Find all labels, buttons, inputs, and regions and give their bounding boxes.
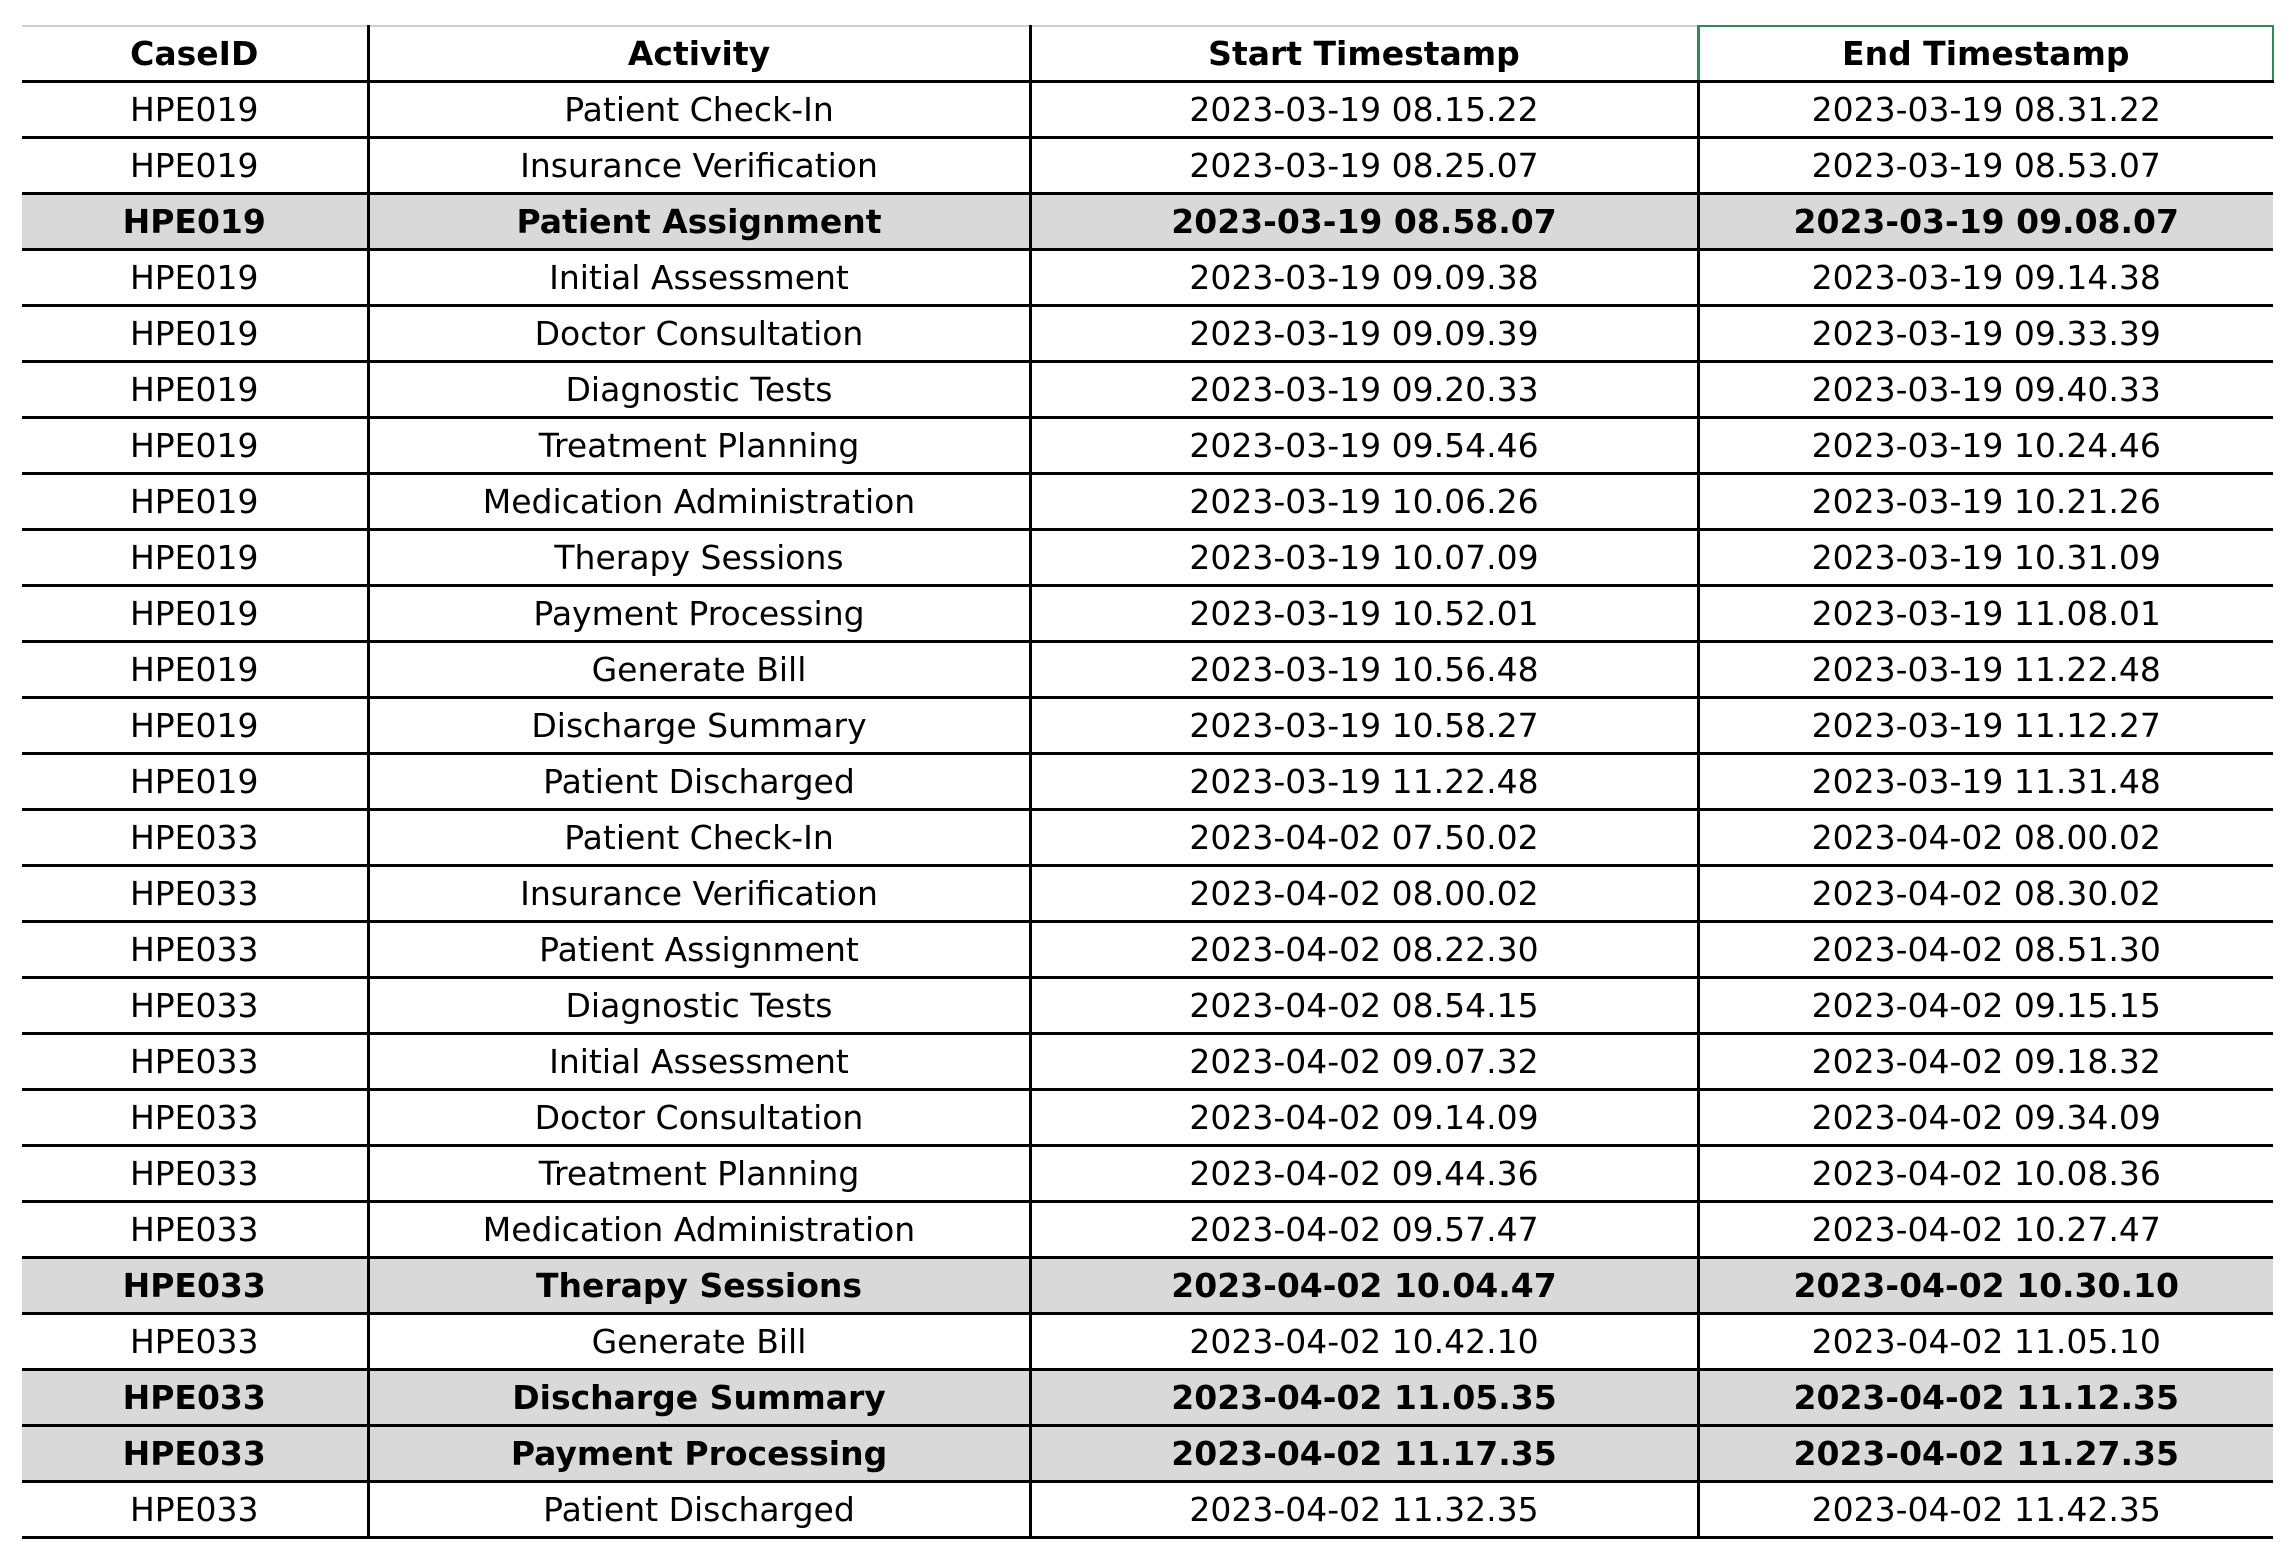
activity-cell[interactable]: Insurance Verification [368,138,1030,194]
table-row [22,362,2273,418]
start-timestamp-cell[interactable]: 2023-04-02 07.50.02 [1030,810,1698,866]
end-timestamp-cell[interactable]: 2023-04-02 08.30.02 [1698,866,2273,922]
activity-cell[interactable]: Discharge Summary [368,1370,1030,1426]
case-id-cell[interactable]: HPE019 [22,418,368,474]
table-row [22,1258,2273,1314]
activity-cell[interactable]: Initial Assessment [368,1034,1030,1090]
start-timestamp-cell[interactable]: 2023-04-02 10.04.47 [1030,1258,1698,1314]
case-id-cell[interactable]: HPE033 [22,1314,368,1370]
end-timestamp-cell[interactable]: 2023-04-02 09.18.32 [1698,1034,2273,1090]
start-timestamp-cell[interactable]: 2023-04-02 08.00.02 [1030,866,1698,922]
end-timestamp-cell[interactable]: 2023-03-19 11.31.48 [1698,754,2273,810]
table-row [22,1370,2273,1426]
start-timestamp-cell[interactable]: 2023-03-19 10.06.26 [1030,474,1698,530]
table-row [22,698,2273,754]
case-id-cell[interactable]: HPE019 [22,194,368,250]
end-timestamp-cell[interactable]: 2023-04-02 11.27.35 [1698,1426,2273,1482]
start-timestamp-cell[interactable]: 2023-03-19 09.20.33 [1030,362,1698,418]
start-timestamp-cell[interactable]: 2023-03-19 09.09.39 [1030,306,1698,362]
start-timestamp-cell[interactable]: 2023-03-19 08.58.07 [1030,194,1698,250]
start-timestamp-cell[interactable]: 2023-04-02 08.22.30 [1030,922,1698,978]
table-row [22,1202,2273,1258]
start-timestamp-cell[interactable]: 2023-03-19 10.58.27 [1030,698,1698,754]
table-body [22,82,2273,1538]
table-row [22,978,2273,1034]
end-timestamp-cell[interactable]: 2023-03-19 10.21.26 [1698,474,2273,530]
end-timestamp-cell[interactable]: 2023-03-19 11.12.27 [1698,698,2273,754]
activity-cell[interactable]: Payment Processing [368,1426,1030,1482]
header-start-timestamp[interactable]: Start Timestamp [1030,26,1698,82]
end-timestamp-cell[interactable]: 2023-04-02 11.42.35 [1698,1482,2273,1538]
case-id-cell[interactable]: HPE033 [22,1090,368,1146]
activity-cell[interactable]: Therapy Sessions [368,530,1030,586]
end-timestamp-cell[interactable]: 2023-03-19 09.40.33 [1698,362,2273,418]
start-timestamp-cell[interactable]: 2023-03-19 09.54.46 [1030,418,1698,474]
table-row [22,1314,2273,1370]
case-id-cell[interactable]: HPE033 [22,1426,368,1482]
case-id-cell[interactable]: HPE033 [22,810,368,866]
table-row [22,1034,2273,1090]
activity-cell[interactable]: Patient Assignment [368,194,1030,250]
case-id-cell[interactable]: HPE033 [22,978,368,1034]
table-row [22,642,2273,698]
case-id-cell[interactable]: HPE019 [22,82,368,138]
activity-cell[interactable]: Medication Administration [368,1202,1030,1258]
case-id-cell[interactable]: HPE033 [22,1034,368,1090]
start-timestamp-cell[interactable]: 2023-04-02 10.42.10 [1030,1314,1698,1370]
case-id-cell[interactable]: HPE019 [22,586,368,642]
end-timestamp-cell[interactable]: 2023-03-19 08.31.22 [1698,82,2273,138]
start-timestamp-cell[interactable]: 2023-03-19 08.25.07 [1030,138,1698,194]
activity-cell[interactable]: Diagnostic Tests [368,362,1030,418]
header-end-timestamp[interactable]: End Timestamp [1698,26,2273,82]
table-row [22,754,2273,810]
end-timestamp-cell[interactable]: 2023-04-02 08.00.02 [1698,810,2273,866]
start-timestamp-cell[interactable]: 2023-03-19 10.07.09 [1030,530,1698,586]
start-timestamp-cell[interactable]: 2023-03-19 09.09.38 [1030,250,1698,306]
activity-cell[interactable]: Generate Bill [368,642,1030,698]
case-id-cell[interactable]: HPE019 [22,474,368,530]
start-timestamp-cell[interactable]: 2023-03-19 08.15.22 [1030,82,1698,138]
start-timestamp-cell[interactable]: 2023-04-02 11.05.35 [1030,1370,1698,1426]
table-row [22,418,2273,474]
activity-cell[interactable]: Treatment Planning [368,1146,1030,1202]
end-timestamp-cell[interactable]: 2023-03-19 11.22.48 [1698,642,2273,698]
table-row [22,138,2273,194]
end-timestamp-cell[interactable]: 2023-04-02 11.05.10 [1698,1314,2273,1370]
case-id-cell[interactable]: HPE033 [22,1482,368,1538]
end-timestamp-cell[interactable]: 2023-03-19 08.53.07 [1698,138,2273,194]
table-row [22,530,2273,586]
activity-cell[interactable]: Generate Bill [368,1314,1030,1370]
header-row [22,26,2273,82]
activity-cell[interactable]: Doctor Consultation [368,1090,1030,1146]
start-timestamp-cell[interactable]: 2023-04-02 11.32.35 [1030,1482,1698,1538]
activity-cell[interactable]: Patient Check-In [368,82,1030,138]
activity-cell[interactable]: Patient Discharged [368,754,1030,810]
table-row [22,1090,2273,1146]
activity-cell[interactable]: Therapy Sessions [368,1258,1030,1314]
end-timestamp-cell[interactable]: 2023-04-02 10.27.47 [1698,1202,2273,1258]
end-timestamp-cell[interactable]: 2023-03-19 10.31.09 [1698,530,2273,586]
activity-cell[interactable]: Doctor Consultation [368,306,1030,362]
end-timestamp-cell[interactable]: 2023-03-19 09.08.07 [1698,194,2273,250]
header-activity[interactable]: Activity [368,26,1030,82]
case-id-cell[interactable]: HPE019 [22,698,368,754]
end-timestamp-cell[interactable]: 2023-04-02 09.15.15 [1698,978,2273,1034]
case-id-cell[interactable]: HPE033 [22,866,368,922]
end-timestamp-cell[interactable]: 2023-04-02 08.51.30 [1698,922,2273,978]
end-timestamp-cell[interactable]: 2023-03-19 09.33.39 [1698,306,2273,362]
activity-cell[interactable]: Diagnostic Tests [368,978,1030,1034]
end-timestamp-cell[interactable]: 2023-04-02 11.12.35 [1698,1370,2273,1426]
case-id-cell[interactable]: HPE033 [22,1258,368,1314]
table-row [22,250,2273,306]
table-row [22,306,2273,362]
spreadsheet-grid [22,25,2273,1539]
end-timestamp-cell[interactable]: 2023-04-02 09.34.09 [1698,1090,2273,1146]
activity-cell[interactable]: Discharge Summary [368,698,1030,754]
table-row [22,1482,2273,1538]
case-id-cell[interactable]: HPE033 [22,1370,368,1426]
start-timestamp-cell[interactable]: 2023-04-02 09.57.47 [1030,1202,1698,1258]
end-timestamp-cell[interactable]: 2023-04-02 10.08.36 [1698,1146,2273,1202]
start-timestamp-cell[interactable]: 2023-04-02 08.54.15 [1030,978,1698,1034]
case-id-cell[interactable]: HPE019 [22,306,368,362]
start-timestamp-cell[interactable]: 2023-03-19 10.52.01 [1030,586,1698,642]
end-timestamp-cell[interactable]: 2023-03-19 11.08.01 [1698,586,2273,642]
end-timestamp-cell[interactable]: 2023-04-02 10.30.10 [1698,1258,2273,1314]
activity-cell[interactable]: Patient Assignment [368,922,1030,978]
start-timestamp-cell[interactable]: 2023-04-02 09.14.09 [1030,1090,1698,1146]
case-id-cell[interactable]: HPE019 [22,642,368,698]
activity-cell[interactable]: Insurance Verification [368,866,1030,922]
table-row [22,1146,2273,1202]
activity-cell[interactable]: Patient Discharged [368,1482,1030,1538]
case-id-cell[interactable]: HPE019 [22,754,368,810]
case-id-cell[interactable]: HPE033 [22,1202,368,1258]
table-row [22,474,2273,530]
activity-cell[interactable]: Patient Check-In [368,810,1030,866]
table-row [22,922,2273,978]
start-timestamp-cell[interactable]: 2023-04-02 11.17.35 [1030,1426,1698,1482]
header-case-id[interactable]: CaseID [22,26,368,82]
start-timestamp-cell[interactable]: 2023-03-19 11.22.48 [1030,754,1698,810]
table-row [22,586,2273,642]
case-id-cell[interactable]: HPE033 [22,922,368,978]
case-id-cell[interactable]: HPE019 [22,250,368,306]
case-id-cell[interactable]: HPE019 [22,362,368,418]
table-row [22,82,2273,138]
start-timestamp-cell[interactable]: 2023-03-19 10.56.48 [1030,642,1698,698]
start-timestamp-cell[interactable]: 2023-04-02 09.07.32 [1030,1034,1698,1090]
activity-cell[interactable]: Payment Processing [368,586,1030,642]
activity-cell[interactable]: Initial Assessment [368,250,1030,306]
end-timestamp-cell[interactable]: 2023-03-19 10.24.46 [1698,418,2273,474]
table-row [22,810,2273,866]
table-row [22,866,2273,922]
event-log-table [22,25,2274,1539]
activity-cell[interactable]: Treatment Planning [368,418,1030,474]
case-id-cell[interactable]: HPE019 [22,138,368,194]
table-row [22,194,2273,250]
end-timestamp-cell[interactable]: 2023-03-19 09.14.38 [1698,250,2273,306]
start-timestamp-cell[interactable]: 2023-04-02 09.44.36 [1030,1146,1698,1202]
case-id-cell[interactable]: HPE019 [22,530,368,586]
table-row [22,1426,2273,1482]
activity-cell[interactable]: Medication Administration [368,474,1030,530]
case-id-cell[interactable]: HPE033 [22,1146,368,1202]
